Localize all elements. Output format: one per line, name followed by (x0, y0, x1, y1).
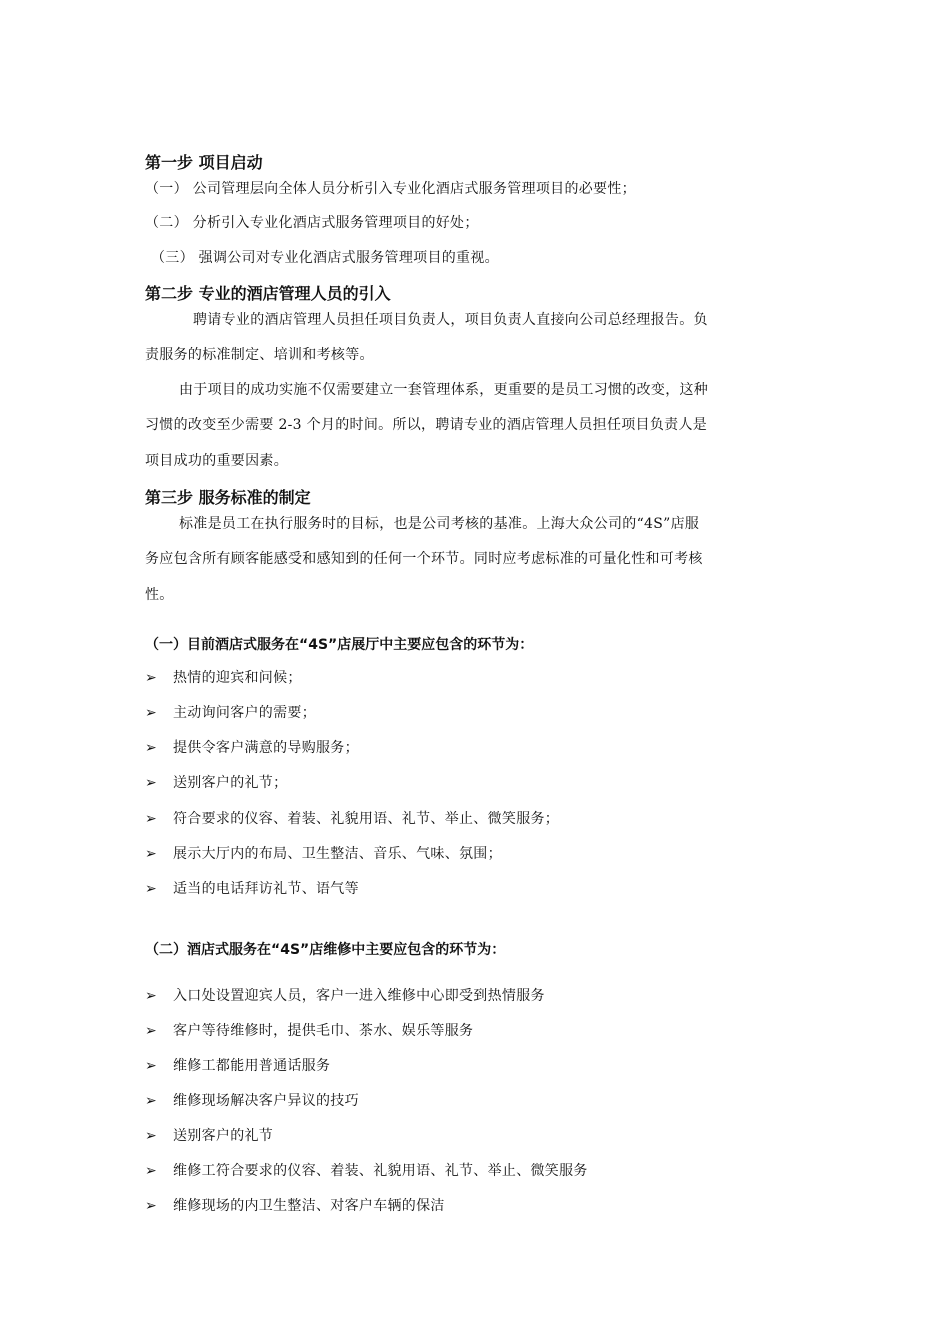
list-item (145, 1197, 745, 1215)
step-3-para-line3: 性。 (145, 587, 174, 603)
step-2-para2-line3: 项目成功的重要因素。 (145, 453, 288, 469)
arrow-bullet-icon: ➢ (145, 775, 157, 791)
list-item-text: 适当的电话拜访礼节、语气等 (173, 881, 359, 897)
list-item-text: 送别客户的礼节； (173, 775, 288, 791)
step-3-para-line1: 标准是员工在执行服务时的目标，也是公司考核的基准。上海大众公司的“4S”店服 (179, 516, 700, 532)
section-1-heading: （一）目前酒店式服务在“4S”店展厅中主要应包含的环节为： (145, 637, 534, 653)
list-item (145, 739, 745, 757)
arrow-bullet-icon: ➢ (145, 1128, 157, 1144)
step-1-item-2: （二） 分析引入专业化酒店式服务管理项目的好处； (145, 215, 479, 231)
list-item (145, 880, 745, 898)
list-item (145, 810, 745, 828)
list-item (145, 845, 745, 863)
list-item-text: 热情的迎宾和问候； (173, 670, 302, 686)
arrow-bullet-icon: ➢ (145, 988, 157, 1004)
step-2-heading: 第二步 专业的酒店管理人员的引入 (145, 284, 391, 303)
list-item-text: 维修现场的内卫生整洁、对客户车辆的保洁 (173, 1198, 445, 1214)
arrow-bullet-icon: ➢ (145, 1163, 157, 1179)
arrow-bullet-icon: ➢ (145, 846, 157, 862)
list-item (145, 1022, 745, 1040)
arrow-bullet-icon: ➢ (145, 740, 157, 756)
list-item-text: 入口处设置迎宾人员，客户一进入维修中心即受到热情服务 (173, 988, 545, 1004)
arrow-bullet-icon: ➢ (145, 811, 157, 827)
list-item-text: 维修工都能用普通话服务 (173, 1058, 331, 1074)
arrow-bullet-icon: ➢ (145, 1023, 157, 1039)
list-item (145, 669, 745, 687)
list-item-text: 主动询问客户的需要； (173, 705, 316, 721)
list-item (145, 987, 745, 1005)
list-item-text: 送别客户的礼节 (173, 1128, 274, 1144)
list-item (145, 1162, 745, 1180)
list-item (145, 774, 745, 792)
step-1-item-3: （三） 强调公司对专业化酒店式服务管理项目的重视。 (151, 250, 499, 266)
arrow-bullet-icon: ➢ (145, 1058, 157, 1074)
arrow-bullet-icon: ➢ (145, 1198, 157, 1214)
step-2-para1-line1: 聘请专业的酒店管理人员担任项目负责人，项目负责人直接向公司总经理报告。负 (193, 312, 708, 328)
section-2-heading: （二）酒店式服务在“4S”店维修中主要应包含的环节为： (145, 942, 506, 958)
list-item-text: 客户等待维修时，提供毛巾、茶水、娱乐等服务 (173, 1023, 474, 1039)
arrow-bullet-icon: ➢ (145, 670, 157, 686)
arrow-bullet-icon: ➢ (145, 705, 157, 721)
arrow-bullet-icon: ➢ (145, 1093, 157, 1109)
list-item (145, 1092, 745, 1110)
step-2-para1-line2: 责服务的标准制定、培训和考核等。 (145, 347, 374, 363)
list-item (145, 1057, 745, 1075)
list-item-text: 符合要求的仪容、着装、礼貌用语、礼节、举止、微笑服务； (173, 811, 560, 827)
step-3-para-line2: 务应包含所有顾客能感受和感知到的任何一个环节。同时应考虑标准的可量化性和可考核 (145, 551, 703, 567)
list-item-text: 维修现场解决客户异议的技巧 (173, 1093, 359, 1109)
list-item (145, 1127, 745, 1145)
arrow-bullet-icon: ➢ (145, 881, 157, 897)
step-1-heading: 第一步 项目启动 (145, 153, 263, 172)
list-item-text: 维修工符合要求的仪容、着装、礼貌用语、礼节、举止、微笑服务 (173, 1163, 588, 1179)
step-1-item-1: （一） 公司管理层向全体人员分析引入专业化酒店式服务管理项目的必要性； (145, 181, 636, 197)
step-2-para2-line2: 习惯的改变至少需要 2-3 个月的时间。所以，聘请专业的酒店管理人员担任项目负责人是 (145, 417, 708, 433)
list-item (145, 704, 745, 722)
step-3-heading: 第三步 服务标准的制定 (145, 488, 311, 507)
list-item-text: 展示大厅内的布局、卫生整洁、音乐、气味、氛围； (173, 846, 502, 862)
list-item-text: 提供令客户满意的导购服务； (173, 740, 359, 756)
step-2-para2-line1: 由于项目的成功实施不仅需要建立一套管理体系，更重要的是员工习惯的改变，这种 (179, 382, 709, 398)
